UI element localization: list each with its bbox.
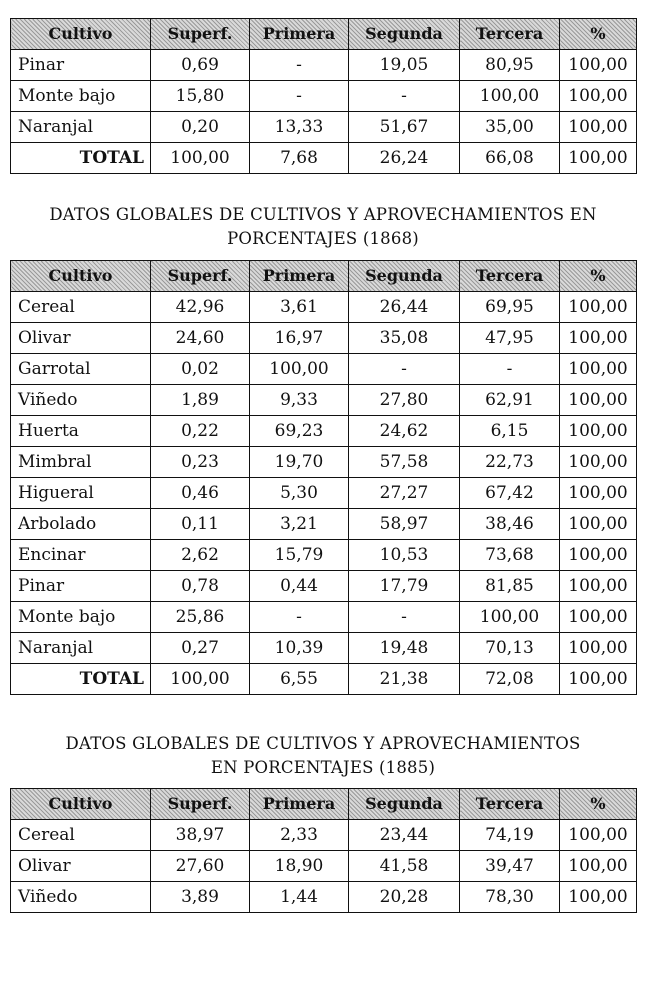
value-cell: 100,00 bbox=[560, 50, 637, 81]
column-header: Superf. bbox=[151, 19, 250, 50]
value-cell: 17,79 bbox=[349, 571, 460, 602]
table-row bbox=[11, 509, 637, 540]
crop-name-cell: Monte bajo bbox=[11, 81, 151, 112]
value-cell: 100,00 bbox=[560, 633, 637, 664]
value-cell: 5,30 bbox=[250, 478, 349, 509]
table-row bbox=[11, 416, 637, 447]
table-row bbox=[11, 354, 637, 385]
section-heading-1868 bbox=[10, 203, 636, 251]
column-header: Primera bbox=[250, 789, 349, 820]
table-row bbox=[11, 602, 637, 633]
crop-name-cell: Naranjal bbox=[11, 112, 151, 143]
value-cell: 78,30 bbox=[460, 882, 560, 913]
table-body bbox=[11, 820, 637, 913]
value-cell: 100,00 bbox=[560, 112, 637, 143]
value-cell: 0,69 bbox=[151, 50, 250, 81]
column-header: Cultivo bbox=[11, 19, 151, 50]
crop-name-cell: Olivar bbox=[11, 851, 151, 882]
column-header: Cultivo bbox=[11, 789, 151, 820]
value-cell: 0,78 bbox=[151, 571, 250, 602]
value-cell: 0,27 bbox=[151, 633, 250, 664]
heading-line-2: PORCENTAJES (1868) bbox=[227, 229, 419, 248]
value-cell: 100,00 bbox=[560, 851, 637, 882]
value-cell: 100,00 bbox=[560, 143, 637, 174]
value-cell: 24,62 bbox=[349, 416, 460, 447]
crop-name-cell: Naranjal bbox=[11, 633, 151, 664]
value-cell: 58,97 bbox=[349, 509, 460, 540]
value-cell: 81,85 bbox=[460, 571, 560, 602]
value-cell: 7,68 bbox=[250, 143, 349, 174]
value-cell: 100,00 bbox=[560, 571, 637, 602]
value-cell: 51,67 bbox=[349, 112, 460, 143]
value-cell: 100,00 bbox=[560, 882, 637, 913]
table-row bbox=[11, 112, 637, 143]
table-row bbox=[11, 571, 637, 602]
value-cell: - bbox=[349, 602, 460, 633]
value-cell: 38,97 bbox=[151, 820, 250, 851]
table-row bbox=[11, 323, 637, 354]
value-cell: - bbox=[349, 81, 460, 112]
value-cell: 10,39 bbox=[250, 633, 349, 664]
value-cell: 41,58 bbox=[349, 851, 460, 882]
value-cell: 18,90 bbox=[250, 851, 349, 882]
value-cell: 1,44 bbox=[250, 882, 349, 913]
table-row bbox=[11, 820, 637, 851]
value-cell: 10,53 bbox=[349, 540, 460, 571]
value-cell: 15,80 bbox=[151, 81, 250, 112]
table-header bbox=[11, 19, 637, 50]
value-cell: 47,95 bbox=[460, 323, 560, 354]
column-header: % bbox=[560, 19, 637, 50]
table-row bbox=[11, 633, 637, 664]
value-cell: 16,97 bbox=[250, 323, 349, 354]
value-cell: 19,48 bbox=[349, 633, 460, 664]
value-cell: 3,89 bbox=[151, 882, 250, 913]
value-cell: 62,91 bbox=[460, 385, 560, 416]
crop-name-cell: Higueral bbox=[11, 478, 151, 509]
value-cell: 100,00 bbox=[560, 323, 637, 354]
crop-name-cell: Huerta bbox=[11, 416, 151, 447]
value-cell: 0,11 bbox=[151, 509, 250, 540]
value-cell: 0,20 bbox=[151, 112, 250, 143]
value-cell: 39,47 bbox=[460, 851, 560, 882]
total-label: TOTAL bbox=[11, 664, 151, 695]
table-row bbox=[11, 478, 637, 509]
table-row bbox=[11, 851, 637, 882]
crop-name-cell: Pinar bbox=[11, 571, 151, 602]
value-cell: 80,95 bbox=[460, 50, 560, 81]
crop-name-cell: Encinar bbox=[11, 540, 151, 571]
value-cell: 100,00 bbox=[560, 292, 637, 323]
table-row bbox=[11, 81, 637, 112]
column-header: Tercera bbox=[460, 19, 560, 50]
value-cell: - bbox=[250, 50, 349, 81]
value-cell: 19,70 bbox=[250, 447, 349, 478]
value-cell: 2,33 bbox=[250, 820, 349, 851]
total-label: TOTAL bbox=[11, 143, 151, 174]
value-cell: 74,19 bbox=[460, 820, 560, 851]
crop-name-cell: Cereal bbox=[11, 292, 151, 323]
total-row bbox=[11, 143, 637, 174]
table-row bbox=[11, 540, 637, 571]
value-cell: 69,23 bbox=[250, 416, 349, 447]
value-cell: 67,42 bbox=[460, 478, 560, 509]
value-cell: 100,00 bbox=[460, 81, 560, 112]
value-cell: 35,08 bbox=[349, 323, 460, 354]
value-cell: 22,73 bbox=[460, 447, 560, 478]
column-header: Tercera bbox=[460, 261, 560, 292]
section-heading-1885 bbox=[10, 732, 636, 780]
value-cell: 19,05 bbox=[349, 50, 460, 81]
heading-line-1: DATOS GLOBALES DE CULTIVOS Y APROVECHAMIENTOS EN bbox=[49, 205, 597, 224]
total-row bbox=[11, 664, 637, 695]
column-header: Superf. bbox=[151, 261, 250, 292]
value-cell: 100,00 bbox=[560, 820, 637, 851]
value-cell: 66,08 bbox=[460, 143, 560, 174]
table-row bbox=[11, 447, 637, 478]
value-cell: 1,89 bbox=[151, 385, 250, 416]
value-cell: 100,00 bbox=[560, 416, 637, 447]
heading-line-1: DATOS GLOBALES DE CULTIVOS Y APROVECHAMIENTOS bbox=[65, 734, 581, 753]
crop-name-cell: Garrotal bbox=[11, 354, 151, 385]
crop-name-cell: Monte bajo bbox=[11, 602, 151, 633]
crop-name-cell: Pinar bbox=[11, 50, 151, 81]
table-header bbox=[11, 261, 637, 292]
table-body bbox=[11, 292, 637, 695]
value-cell: 100,00 bbox=[560, 81, 637, 112]
value-cell: 0,44 bbox=[250, 571, 349, 602]
value-cell: 13,33 bbox=[250, 112, 349, 143]
value-cell: 38,46 bbox=[460, 509, 560, 540]
value-cell: - bbox=[250, 602, 349, 633]
value-cell: 100,00 bbox=[560, 664, 637, 695]
value-cell: 0,02 bbox=[151, 354, 250, 385]
value-cell: 42,96 bbox=[151, 292, 250, 323]
column-header: Superf. bbox=[151, 789, 250, 820]
header-row bbox=[11, 261, 637, 292]
value-cell: 100,00 bbox=[151, 143, 250, 174]
header-row bbox=[11, 789, 637, 820]
value-cell: 57,58 bbox=[349, 447, 460, 478]
value-cell: 72,08 bbox=[460, 664, 560, 695]
value-cell: 70,13 bbox=[460, 633, 560, 664]
value-cell: 69,95 bbox=[460, 292, 560, 323]
column-header: Primera bbox=[250, 19, 349, 50]
heading-line-2: EN PORCENTAJES (1885) bbox=[210, 758, 436, 777]
value-cell: 24,60 bbox=[151, 323, 250, 354]
value-cell: 27,60 bbox=[151, 851, 250, 882]
column-header: Cultivo bbox=[11, 261, 151, 292]
value-cell: 21,38 bbox=[349, 664, 460, 695]
crops-table-1 bbox=[10, 18, 637, 174]
table-row bbox=[11, 292, 637, 323]
value-cell: 100,00 bbox=[560, 447, 637, 478]
value-cell: 27,80 bbox=[349, 385, 460, 416]
column-header: Primera bbox=[250, 261, 349, 292]
value-cell: 15,79 bbox=[250, 540, 349, 571]
value-cell: 100,00 bbox=[460, 602, 560, 633]
column-header: % bbox=[560, 789, 637, 820]
crop-name-cell: Arbolado bbox=[11, 509, 151, 540]
value-cell: 35,00 bbox=[460, 112, 560, 143]
crop-name-cell: Viñedo bbox=[11, 882, 151, 913]
crop-name-cell: Cereal bbox=[11, 820, 151, 851]
value-cell: - bbox=[349, 354, 460, 385]
value-cell: 26,44 bbox=[349, 292, 460, 323]
header-row bbox=[11, 19, 637, 50]
value-cell: 0,23 bbox=[151, 447, 250, 478]
value-cell: 25,86 bbox=[151, 602, 250, 633]
column-header: Segunda bbox=[349, 789, 460, 820]
crops-table-1885 bbox=[10, 788, 637, 913]
value-cell: 73,68 bbox=[460, 540, 560, 571]
value-cell: - bbox=[460, 354, 560, 385]
value-cell: 26,24 bbox=[349, 143, 460, 174]
value-cell: 6,15 bbox=[460, 416, 560, 447]
column-header: Segunda bbox=[349, 19, 460, 50]
column-header: Segunda bbox=[349, 261, 460, 292]
value-cell: 3,21 bbox=[250, 509, 349, 540]
value-cell: 9,33 bbox=[250, 385, 349, 416]
value-cell: 6,55 bbox=[250, 664, 349, 695]
value-cell: 100,00 bbox=[560, 540, 637, 571]
value-cell: 2,62 bbox=[151, 540, 250, 571]
table-row bbox=[11, 385, 637, 416]
table-header bbox=[11, 789, 637, 820]
value-cell: 20,28 bbox=[349, 882, 460, 913]
value-cell: 100,00 bbox=[151, 664, 250, 695]
column-header: % bbox=[560, 261, 637, 292]
value-cell: 100,00 bbox=[560, 354, 637, 385]
value-cell: 100,00 bbox=[560, 602, 637, 633]
crop-name-cell: Viñedo bbox=[11, 385, 151, 416]
crop-name-cell: Olivar bbox=[11, 323, 151, 354]
value-cell: 3,61 bbox=[250, 292, 349, 323]
value-cell: 100,00 bbox=[560, 385, 637, 416]
crops-table-1868 bbox=[10, 260, 637, 695]
value-cell: 0,46 bbox=[151, 478, 250, 509]
value-cell: 23,44 bbox=[349, 820, 460, 851]
value-cell: - bbox=[250, 81, 349, 112]
column-header: Tercera bbox=[460, 789, 560, 820]
table-row bbox=[11, 882, 637, 913]
value-cell: 27,27 bbox=[349, 478, 460, 509]
table-row bbox=[11, 50, 637, 81]
crop-name-cell: Mimbral bbox=[11, 447, 151, 478]
value-cell: 100,00 bbox=[560, 478, 637, 509]
value-cell: 100,00 bbox=[560, 509, 637, 540]
table-body bbox=[11, 50, 637, 174]
value-cell: 0,22 bbox=[151, 416, 250, 447]
value-cell: 100,00 bbox=[250, 354, 349, 385]
